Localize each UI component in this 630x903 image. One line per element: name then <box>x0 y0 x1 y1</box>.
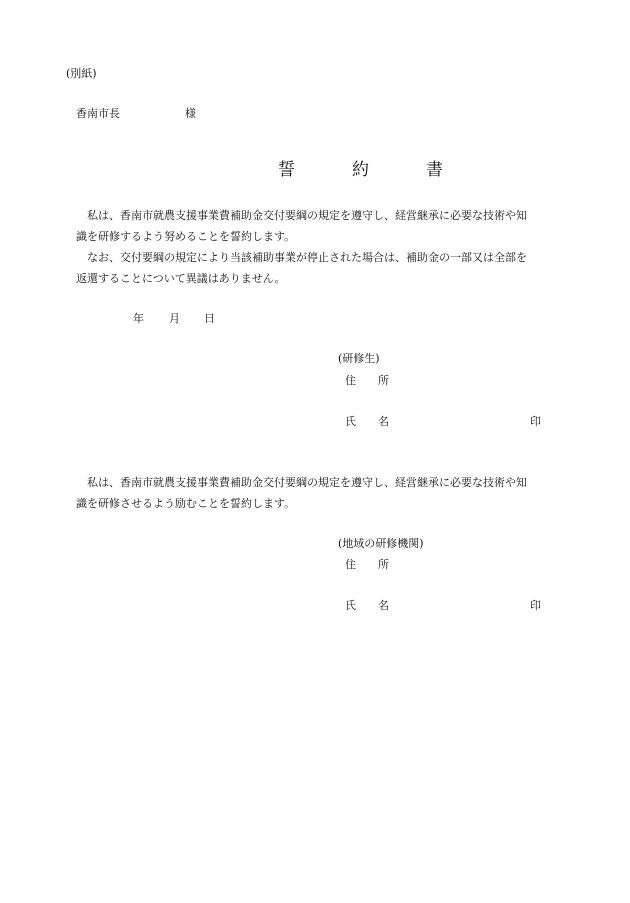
pledge-institution-paragraph <box>76 472 527 514</box>
document-title: 誓 約 書 <box>278 160 463 180</box>
pledge-institution-line-2: 識を研修させるよう励むことを誓約します。 <box>76 497 296 510</box>
date-month: 月 <box>169 312 180 325</box>
institution-name-label: 氏 名 <box>345 599 389 612</box>
pledge-trainee-line-1: 私は、香南市就農支援事業費補助金交付要綱の規定を遵守し、経営継承に必要な技術や知 <box>87 209 527 222</box>
institution-heading: (地域の研修機関) <box>338 537 424 550</box>
addressee-name: 香南市長 <box>76 107 120 120</box>
pledge-trainee-line-3: なお、交付要綱の規定により当該補助事業が停止された場合は、補助金の一部又は全部を <box>87 251 527 264</box>
pledge-trainee-line-2: 識を研修するよう努めることを誓約します。 <box>76 230 296 243</box>
attachment-label: (別紙) <box>66 67 97 80</box>
pledge-institution-line-1: 私は、香南市就農支援事業費補助金交付要綱の規定を遵守し、経営継承に必要な技術や知 <box>87 476 527 489</box>
pledge-trainee-paragraph <box>76 205 527 289</box>
addressee-honorific: 様 <box>185 107 196 120</box>
pledge-trainee-line-4: 返還することについて異議はありません。 <box>76 272 286 285</box>
date-year: 年 <box>133 312 144 325</box>
trainee-seal: 印 <box>530 415 541 428</box>
institution-seal: 印 <box>530 599 541 612</box>
trainee-address-label: 住 所 <box>345 374 389 387</box>
trainee-name-label: 氏 名 <box>345 415 389 428</box>
date-day: 日 <box>204 312 215 325</box>
institution-address-label: 住 所 <box>345 558 389 571</box>
trainee-heading: (研修生) <box>338 352 380 365</box>
